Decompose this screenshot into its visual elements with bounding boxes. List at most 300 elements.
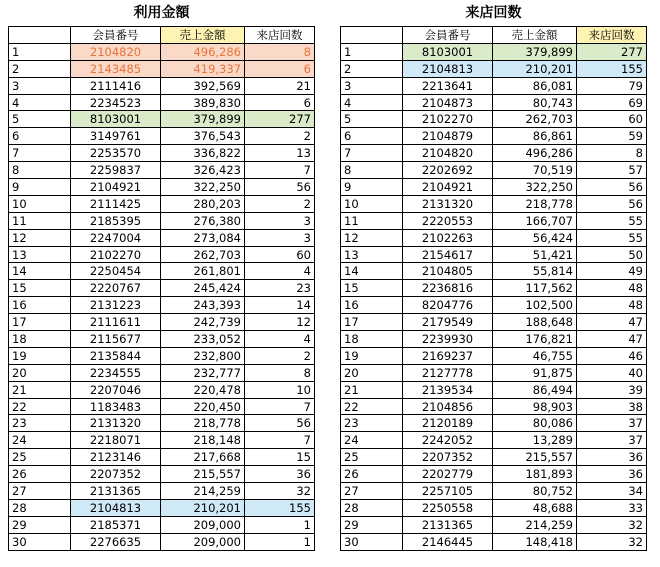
sales-amount-cell: 379,899 (161, 111, 245, 128)
visit-count-cell: 69 (577, 94, 647, 111)
member-number-cell: 2102270 (403, 111, 493, 128)
visit-count-cell: 37 (577, 415, 647, 432)
member-number-cell: 2104879 (403, 128, 493, 145)
visit-count-cell: 47 (577, 314, 647, 331)
member-number-cell: 2111425 (71, 195, 161, 212)
sales-amount-cell: 215,557 (161, 466, 245, 483)
rank-cell: 11 (9, 212, 71, 229)
rank-cell: 14 (9, 263, 71, 280)
visit-count-cell: 7 (245, 398, 315, 415)
member-number-cell: 2104813 (403, 60, 493, 77)
sales-amount-cell: 70,519 (493, 162, 577, 179)
rank-cell: 5 (341, 111, 403, 128)
sales-amount-cell: 46,755 (493, 347, 577, 364)
rank-cell: 20 (341, 364, 403, 381)
sales-amount-cell: 166,707 (493, 212, 577, 229)
table-row (9, 499, 315, 516)
sales-amount-cell: 210,201 (161, 499, 245, 516)
member-number-cell: 2104805 (403, 263, 493, 280)
table-row (9, 297, 315, 314)
table-row (341, 162, 647, 179)
member-number-cell: 2185395 (71, 212, 161, 229)
member-number-cell: 2259837 (71, 162, 161, 179)
member-number-cell: 2131320 (71, 415, 161, 432)
member-number-cell: 2146445 (403, 533, 493, 550)
rank-cell: 2 (9, 60, 71, 77)
table-row (341, 246, 647, 263)
sales-amount-cell: 273,084 (161, 229, 245, 246)
sales-amount-cell: 243,393 (161, 297, 245, 314)
member-number-cell: 2202779 (403, 466, 493, 483)
visit-count-table (340, 26, 647, 551)
visit-count-cell: 8 (577, 145, 647, 162)
sales-amount-cell: 392,569 (161, 77, 245, 94)
rank-cell: 12 (341, 229, 403, 246)
visit-count-cell: 155 (245, 499, 315, 516)
sales-amount-cell: 181,893 (493, 466, 577, 483)
visit-count-cell: 79 (577, 77, 647, 94)
sales-amount-cell: 336,822 (161, 145, 245, 162)
sales-amount-cell: 322,250 (493, 179, 577, 196)
sales-amount-cell: 276,380 (161, 212, 245, 229)
visit-count-cell: 15 (245, 449, 315, 466)
member-number-cell: 2104873 (403, 94, 493, 111)
table-row (9, 432, 315, 449)
table-row (9, 364, 315, 381)
table-row (9, 145, 315, 162)
visit-count-cell: 38 (577, 398, 647, 415)
rank-cell: 1 (341, 43, 403, 60)
sales-amount-cell: 419,337 (161, 60, 245, 77)
rank-cell: 15 (341, 280, 403, 297)
table-row (9, 415, 315, 432)
sales-amount-cell: 56,424 (493, 229, 577, 246)
visit-count-cell: 56 (577, 195, 647, 212)
table-row (341, 43, 647, 60)
rank-header (9, 27, 71, 44)
table-row (341, 111, 647, 128)
member-number-cell: 2239930 (403, 331, 493, 348)
visit-count-cell: 60 (245, 246, 315, 263)
visit-count-cell: 32 (577, 533, 647, 550)
table-row (9, 212, 315, 229)
table-row (341, 516, 647, 533)
visit-count-cell: 34 (577, 483, 647, 500)
sales-amount-cell: 86,494 (493, 381, 577, 398)
visit-count-cell: 48 (577, 297, 647, 314)
sales-amount-cell: 217,668 (161, 449, 245, 466)
table-row (341, 449, 647, 466)
member-number-cell: 2104820 (71, 43, 161, 60)
table-row (9, 516, 315, 533)
rank-cell: 13 (341, 246, 403, 263)
rank-cell: 21 (341, 381, 403, 398)
rank-cell: 22 (341, 398, 403, 415)
sales-amount-cell: 389,830 (161, 94, 245, 111)
member-number-cell: 8204776 (403, 297, 493, 314)
rank-cell: 9 (9, 179, 71, 196)
member-number-cell: 2104921 (403, 179, 493, 196)
rank-cell: 4 (341, 94, 403, 111)
rank-cell: 28 (9, 499, 71, 516)
table-row (9, 381, 315, 398)
visit-count-cell: 47 (577, 331, 647, 348)
visit-count-cell: 1 (245, 516, 315, 533)
visit-count-cell: 32 (245, 483, 315, 500)
rank-cell: 26 (341, 466, 403, 483)
sales-amount-cell: 232,800 (161, 347, 245, 364)
sales-amount-cell: 220,478 (161, 381, 245, 398)
table-row (341, 229, 647, 246)
sales-amount-cell: 209,000 (161, 516, 245, 533)
sales-amount-cell: 98,903 (493, 398, 577, 415)
member-number-cell: 2131365 (403, 516, 493, 533)
member-number-cell: 2213641 (403, 77, 493, 94)
table-row (341, 60, 647, 77)
rank-cell: 23 (341, 415, 403, 432)
panel-title: 来店回数 (465, 5, 522, 21)
member-number-cell: 2242052 (403, 432, 493, 449)
sales-amount-cell: 210,201 (493, 60, 577, 77)
member-number-cell: 2111611 (71, 314, 161, 331)
sales-amount-cell: 242,739 (161, 314, 245, 331)
member-number-cell: 2104856 (403, 398, 493, 415)
visit-count-cell: 23 (245, 280, 315, 297)
visit-count-cell: 4 (245, 331, 315, 348)
visit-count-cell: 13 (245, 145, 315, 162)
member-number-cell: 2123146 (71, 449, 161, 466)
member-number-cell: 2250454 (71, 263, 161, 280)
visit-count-cell: 55 (577, 212, 647, 229)
table-row (9, 43, 315, 60)
member-number-cell: 2276635 (71, 533, 161, 550)
member-number-cell: 2135844 (71, 347, 161, 364)
sales-amount-header: 売上金額 (493, 27, 577, 44)
rank-cell: 26 (9, 466, 71, 483)
table-row (341, 364, 647, 381)
rank-cell: 16 (9, 297, 71, 314)
member-number-cell: 2102263 (403, 229, 493, 246)
rank-cell: 18 (9, 331, 71, 348)
visit-count-cell: 36 (577, 449, 647, 466)
member-number-cell: 2120189 (403, 415, 493, 432)
visit-count-panel (340, 0, 647, 551)
rank-cell: 12 (9, 229, 71, 246)
table-row (341, 77, 647, 94)
visit-count-cell: 6 (245, 60, 315, 77)
table-row (9, 449, 315, 466)
sales-amount-cell: 376,543 (161, 128, 245, 145)
sales-amount-cell: 496,286 (161, 43, 245, 60)
table-row (9, 162, 315, 179)
member-number-cell: 2104813 (71, 499, 161, 516)
visit-count-cell: 33 (577, 499, 647, 516)
table-row (9, 128, 315, 145)
visit-count-cell: 36 (577, 466, 647, 483)
visit-count-cell: 36 (245, 466, 315, 483)
header-row (9, 27, 315, 44)
rank-cell: 20 (9, 364, 71, 381)
table-row (341, 533, 647, 550)
rank-cell: 25 (9, 449, 71, 466)
sales-amount-cell: 326,423 (161, 162, 245, 179)
rank-cell: 9 (341, 179, 403, 196)
rank-cell: 6 (341, 128, 403, 145)
table-row (9, 246, 315, 263)
rank-cell: 17 (341, 314, 403, 331)
member-number-cell: 2253570 (71, 145, 161, 162)
table-row (9, 314, 315, 331)
rank-cell: 8 (341, 162, 403, 179)
table-row (9, 94, 315, 111)
member-number-cell: 2131320 (403, 195, 493, 212)
member-number-cell: 2202692 (403, 162, 493, 179)
sales-amount-cell: 80,752 (493, 483, 577, 500)
visit-count-cell: 3 (245, 229, 315, 246)
table-row (341, 297, 647, 314)
sales-amount-cell: 55,814 (493, 263, 577, 280)
sales-amount-cell: 262,703 (493, 111, 577, 128)
table-row (341, 466, 647, 483)
visit-count-cell: 3 (245, 212, 315, 229)
table-row (341, 331, 647, 348)
member-number-cell: 2207352 (403, 449, 493, 466)
rank-cell: 18 (341, 331, 403, 348)
sales-amount-cell: 218,778 (493, 195, 577, 212)
rank-cell: 29 (9, 516, 71, 533)
table-row (9, 280, 315, 297)
table-row (9, 195, 315, 212)
table-row (341, 347, 647, 364)
member-number-cell: 2234555 (71, 364, 161, 381)
rank-cell: 17 (9, 314, 71, 331)
member-number-cell: 2179549 (403, 314, 493, 331)
sales-amount-cell: 51,421 (493, 246, 577, 263)
sales-amount-cell: 262,703 (161, 246, 245, 263)
visit-count-cell: 4 (245, 263, 315, 280)
member-number-cell: 2139534 (403, 381, 493, 398)
visit-count-cell: 56 (245, 179, 315, 196)
sales-amount-cell: 209,000 (161, 533, 245, 550)
visit-count-cell: 14 (245, 297, 315, 314)
table-row (341, 128, 647, 145)
usage-amount-table (8, 26, 315, 551)
visit-count-cell: 56 (245, 415, 315, 432)
rank-cell: 13 (9, 246, 71, 263)
rank-cell: 4 (9, 94, 71, 111)
table-row (341, 212, 647, 229)
visit-count-cell: 48 (577, 280, 647, 297)
usage-amount-panel (8, 0, 315, 551)
rank-cell: 30 (341, 533, 403, 550)
member-number-cell: 2250558 (403, 499, 493, 516)
rank-cell: 29 (341, 516, 403, 533)
member-number-header: 会員番号 (71, 27, 161, 44)
visit-count-cell: 2 (245, 195, 315, 212)
table-row (9, 179, 315, 196)
rank-cell: 30 (9, 533, 71, 550)
rank-header (341, 27, 403, 44)
rank-cell: 7 (9, 145, 71, 162)
sales-amount-cell: 148,418 (493, 533, 577, 550)
rank-cell: 14 (341, 263, 403, 280)
sales-amount-cell: 91,875 (493, 364, 577, 381)
table-row (9, 229, 315, 246)
member-number-cell: 8103001 (403, 43, 493, 60)
sales-amount-cell: 379,899 (493, 43, 577, 60)
visit-count-cell: 32 (577, 516, 647, 533)
sales-amount-cell: 280,203 (161, 195, 245, 212)
visit-count-cell: 8 (245, 43, 315, 60)
rank-cell: 27 (341, 483, 403, 500)
visit-count-cell: 46 (577, 347, 647, 364)
rank-cell: 5 (9, 111, 71, 128)
table-row (341, 499, 647, 516)
visit-count-cell: 39 (577, 381, 647, 398)
visit-count-cell: 2 (245, 128, 315, 145)
rank-cell: 28 (341, 499, 403, 516)
table-row (341, 179, 647, 196)
member-number-cell: 2131223 (71, 297, 161, 314)
table-row (341, 314, 647, 331)
sales-amount-cell: 214,259 (493, 516, 577, 533)
sales-amount-cell: 13,289 (493, 432, 577, 449)
sales-amount-cell: 117,562 (493, 280, 577, 297)
sales-amount-cell: 214,259 (161, 483, 245, 500)
visit-count-cell: 12 (245, 314, 315, 331)
member-number-cell: 3149761 (71, 128, 161, 145)
table-row (9, 483, 315, 500)
rank-cell: 23 (9, 415, 71, 432)
sales-amount-cell: 48,688 (493, 499, 577, 516)
sales-amount-cell: 86,861 (493, 128, 577, 145)
sales-amount-header: 売上金額 (161, 27, 245, 44)
visit-count-cell: 7 (245, 162, 315, 179)
rank-cell: 10 (9, 195, 71, 212)
member-number-cell: 2131365 (71, 483, 161, 500)
visit-count-cell: 10 (245, 381, 315, 398)
visit-count-cell: 56 (577, 179, 647, 196)
member-number-cell: 2111416 (71, 77, 161, 94)
member-number-cell: 2207352 (71, 466, 161, 483)
member-number-cell: 2220553 (403, 212, 493, 229)
rank-cell: 21 (9, 381, 71, 398)
visit-count-cell: 8 (245, 364, 315, 381)
member-number-cell: 2218071 (71, 432, 161, 449)
table-row (341, 415, 647, 432)
visit-count-cell: 277 (245, 111, 315, 128)
rank-cell: 8 (9, 162, 71, 179)
sales-amount-cell: 261,801 (161, 263, 245, 280)
table-row (9, 331, 315, 348)
visit-count-cell: 55 (577, 229, 647, 246)
visit-count-header: 来店回数 (577, 27, 647, 44)
sales-amount-cell: 102,500 (493, 297, 577, 314)
visit-count-cell: 2 (245, 347, 315, 364)
member-number-cell: 2104921 (71, 179, 161, 196)
sales-amount-cell: 245,424 (161, 280, 245, 297)
visit-count-cell: 6 (245, 94, 315, 111)
rank-cell: 15 (9, 280, 71, 297)
table-row (341, 483, 647, 500)
rank-cell: 24 (341, 432, 403, 449)
member-number-cell: 2185371 (71, 516, 161, 533)
rank-cell: 7 (341, 145, 403, 162)
sales-amount-cell: 218,148 (161, 432, 245, 449)
panel-title: 利用金額 (133, 5, 190, 21)
table-row (341, 381, 647, 398)
visit-count-cell: 59 (577, 128, 647, 145)
visit-count-cell: 21 (245, 77, 315, 94)
member-number-header: 会員番号 (403, 27, 493, 44)
visit-count-cell: 57 (577, 162, 647, 179)
rank-cell: 25 (341, 449, 403, 466)
rank-cell: 2 (341, 60, 403, 77)
sales-amount-cell: 322,250 (161, 179, 245, 196)
rank-cell: 19 (9, 347, 71, 364)
visit-count-cell: 155 (577, 60, 647, 77)
sales-amount-cell: 232,777 (161, 364, 245, 381)
rank-cell: 1 (9, 43, 71, 60)
rank-cell: 22 (9, 398, 71, 415)
table-row (341, 398, 647, 415)
table-row (9, 60, 315, 77)
table-row (341, 432, 647, 449)
visit-count-cell: 277 (577, 43, 647, 60)
visit-count-cell: 37 (577, 432, 647, 449)
visit-count-cell: 49 (577, 263, 647, 280)
rank-cell: 6 (9, 128, 71, 145)
visit-count-cell: 7 (245, 432, 315, 449)
member-number-cell: 2236816 (403, 280, 493, 297)
rank-cell: 3 (9, 77, 71, 94)
rank-cell: 24 (9, 432, 71, 449)
member-number-cell: 8103001 (71, 111, 161, 128)
member-number-cell: 2220767 (71, 280, 161, 297)
header-row (341, 27, 647, 44)
visit-count-cell: 40 (577, 364, 647, 381)
table-row (341, 195, 647, 212)
sales-amount-cell: 496,286 (493, 145, 577, 162)
sales-amount-cell: 220,450 (161, 398, 245, 415)
table-row (341, 263, 647, 280)
member-number-cell: 1183483 (71, 398, 161, 415)
member-number-cell: 2247004 (71, 229, 161, 246)
member-number-cell: 2234523 (71, 94, 161, 111)
table-row (9, 466, 315, 483)
member-number-cell: 2169237 (403, 347, 493, 364)
visit-count-cell: 60 (577, 111, 647, 128)
sales-amount-cell: 218,778 (161, 415, 245, 432)
member-number-cell: 2207046 (71, 381, 161, 398)
sales-amount-cell: 80,743 (493, 94, 577, 111)
table-row (9, 111, 315, 128)
table-row (9, 398, 315, 415)
member-number-cell: 2127778 (403, 364, 493, 381)
sales-amount-cell: 176,821 (493, 331, 577, 348)
rank-cell: 11 (341, 212, 403, 229)
rank-cell: 19 (341, 347, 403, 364)
visit-count-cell: 1 (245, 533, 315, 550)
member-number-cell: 2104820 (403, 145, 493, 162)
table-row (9, 263, 315, 280)
sales-amount-cell: 86,081 (493, 77, 577, 94)
visit-count-cell: 50 (577, 246, 647, 263)
rank-cell: 10 (341, 195, 403, 212)
table-row (9, 533, 315, 550)
member-number-cell: 2143485 (71, 60, 161, 77)
table-row (9, 347, 315, 364)
